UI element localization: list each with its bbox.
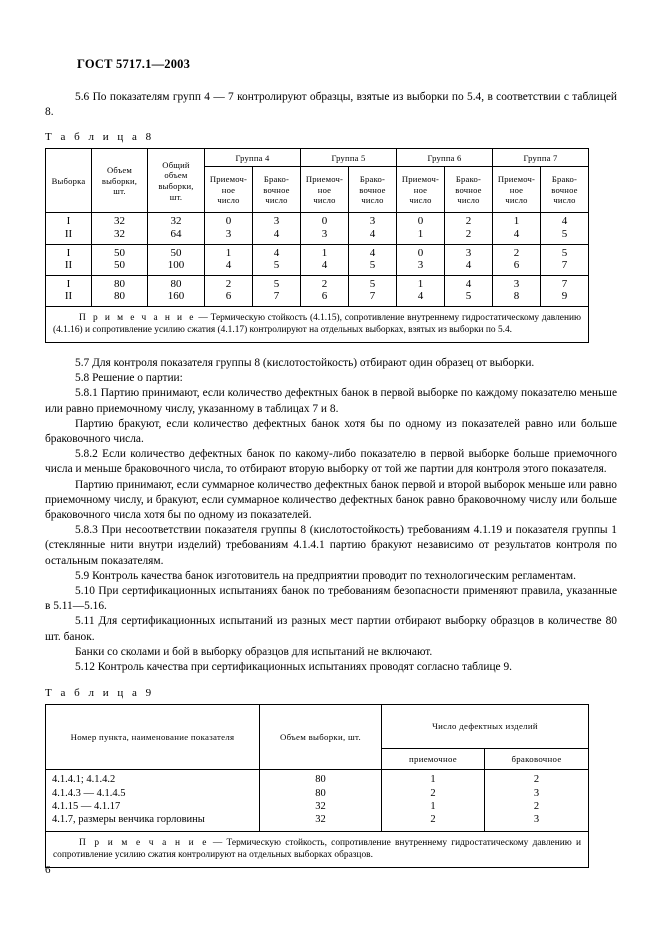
table-row [46,770,589,832]
cell-sample-volume: 32 32 [92,213,148,244]
th-total-volume: Общий объем выборки, шт. [148,149,205,213]
table-9-header [46,705,589,770]
note-label: П р и м е ч а н и е [79,837,209,848]
paragraph-5-8-1: 5.8.1 Партию принимают, если количество дефектных банок в первой выборке по каждому показателю меньше или равно приемочному числу, указанному в таблицах 7 и 8. [45,387,617,415]
paragraph-5-8-2-b: Партию принимают, если суммарное количество дефектных банок первой и второй выборок меньше или равно приемочному числу, и бракуют, если суммарное количество дефектных банок равно браковочному числу или больше браковочного числа хотя бы по одному из показателей. [45,478,617,521]
cell-g6-acc: 1 4 [397,275,445,306]
cell-item-name: 4.1.4.1; 4.1.4.2 4.1.4.3 — 4.1.4.5 4.1.15 — 4.1.17 4.1.7, размеры венчика горловины [46,770,260,832]
cell-g4-rej: 3 4 [253,213,301,244]
cell-g5-rej: 3 4 [349,213,397,244]
table-9-caption: Т а б л и ц а 9 [45,687,155,700]
cell-sample-volume: 80 80 [92,275,148,306]
cell-g6-rej: 3 4 [445,244,493,275]
cell-g7-rej: 7 9 [541,275,589,306]
note-label: П р и м е ч а н и е [79,312,196,323]
table-8-caption: Т а б л и ц а 8 [45,131,155,144]
paragraph-5-8-3: 5.8.3 При несоответствии показателя группы 8 (кислотостойкость) требованиям 4.1.19 и показателя группы 1 (стеклянные нити внутри изделий) требованиям 4.1.4.1 партию бракуют независимо от результатов контроля по остальным показателям. [45,524,617,567]
th-sample-label: Выборка [51,175,86,186]
cell-g7-rej: 4 5 [541,213,589,244]
th-group-4: Группа 4 [205,149,301,167]
th-rejection: браковочное [485,749,589,770]
th-g6-acceptance: Приемоч- ное число [397,167,445,213]
th-defect-count: Число дефектных изделий [382,705,589,749]
th-group-6: Группа 6 [397,149,493,167]
cell-g4-rej: 4 5 [253,244,301,275]
paragraph-5-11: 5.11 Для сертификационных испытаний из разных мест партии отбирают выборку образцов в количестве 80 шт. банок. [45,615,617,643]
cell-g5-rej: 4 5 [349,244,397,275]
cell-g4-acc: 0 3 [205,213,253,244]
cell-g6-acc: 0 3 [397,244,445,275]
table-row [46,213,589,244]
paragraph-5-12: 5.12 Контроль качества при сертификационных испытаниях проводят согласно таблице 9. [75,661,512,674]
table-8-note [46,306,589,342]
cell-g5-acc: 2 6 [301,275,349,306]
paragraph-5-9: 5.9 Контроль качества банок изготовитель на предприятии проводит по технологическим регламентам. [75,569,576,582]
cell-g7-acc: 2 6 [493,244,541,275]
th-g5-acceptance: Приемоч- ное число [301,167,349,213]
table-row [46,244,589,275]
cell-g6-acc: 0 1 [397,213,445,244]
table-9-note [46,831,589,867]
th-sample-volume: Объем выборки, шт. [260,705,382,770]
cell-g7-rej: 5 7 [541,244,589,275]
cell-rejection: 2 3 2 3 [485,770,589,832]
cell-g7-acc: 3 8 [493,275,541,306]
cell-g6-rej: 4 5 [445,275,493,306]
paragraph-5-6: 5.6 По показателям групп 4 — 7 контролируют образцы, взятые из выборки по 5.4, в соответствии с таблицей 8. [45,91,617,119]
cell-sample: I II [46,275,92,306]
th-g7-acceptance: Приемоч- ное число [493,167,541,213]
table-8-header [46,149,589,213]
table-8-body [46,213,589,343]
cell-g5-acc: 0 3 [301,213,349,244]
cell-total-volume: 50 100 [148,244,205,275]
paragraph-5-8: 5.8 Решение о партии: [75,372,183,385]
table-8 [45,148,589,343]
th-acceptance: приемочное [382,749,485,770]
cell-g6-rej: 2 2 [445,213,493,244]
cell-g4-rej: 5 7 [253,275,301,306]
cell-sample: I II [46,244,92,275]
note-text: — Термическую стойкость (4.1.15), сопротивление внутреннему гидростатическому давлению (4.1.16) и сопротивление усилию сжатия (4.1.17) контролируют на отдельных выборках, взятых из выборки по 5.4. [53,312,581,335]
cell-g4-acc: 1 4 [205,244,253,275]
th-group-7: Группа 7 [493,149,589,167]
cell-sample-volume: 50 50 [92,244,148,275]
table-9 [45,704,589,868]
paragraph-5-10: 5.10 При сертификационных испытаниях банок по требованиям безопасности применяют правила, указанные в 5.11—5.16. [45,585,617,613]
cell-acceptance: 1 2 1 2 [382,770,485,832]
standard-number-header: ГОСТ 5717.1—2003 [77,57,191,71]
paragraph-5-8-2: 5.8.2 Если количество дефектных банок по какому-либо показателю в первой выборке больше приемочного числа и меньше браковочного числа, то отбирают вторую выборку от той же партии для контроля этого показателя. [45,448,617,476]
cell-g5-acc: 1 4 [301,244,349,275]
page-number: 6 [45,864,51,876]
cell-g4-acc: 2 6 [205,275,253,306]
cell-total-volume: 32 64 [148,213,205,244]
page-content [45,90,617,868]
th-group-5: Группа 5 [301,149,397,167]
note-text: — Термическую стойкость, сопротивление внутреннему гидростатическому давлению и сопротивление усилию сжатия контролируют на отдельных выборках образцов. [53,837,581,860]
cell-sample: I II [46,213,92,244]
th-g4-rejection: Брако- вочное число [253,167,301,213]
table-row [46,275,589,306]
cell-g5-rej: 5 7 [349,275,397,306]
th-sample [46,149,92,213]
th-g4-acceptance: Приемоч- ное число [205,167,253,213]
th-item-name: Номер пункта, наименование показателя [46,705,260,770]
paragraph-5-7: 5.7 Для контроля показателя группы 8 (кислотостойкость) отбирают один образец от выборки. [75,356,535,369]
paragraph-5-11-b: Банки со сколами и бой в выборку образцов для испытаний не включают. [75,645,433,658]
paragraph-5-8-1-b: Партию бракуют, если количество дефектных банок хотя бы по одному из показателей равно или больше браковочного числа. [45,417,617,445]
cell-g7-acc: 1 4 [493,213,541,244]
th-sample-volume: Объем выборки, шт. [92,149,148,213]
table-8-note-row [46,306,589,342]
th-g5-rejection: Брако- вочное число [349,167,397,213]
cell-sample-volume: 80 80 32 32 [260,770,382,832]
table-9-body [46,770,589,868]
th-g7-rejection: Брако- вочное число [541,167,589,213]
th-g6-rejection: Брако- вочное число [445,167,493,213]
table-9-note-row [46,831,589,867]
cell-total-volume: 80 160 [148,275,205,306]
